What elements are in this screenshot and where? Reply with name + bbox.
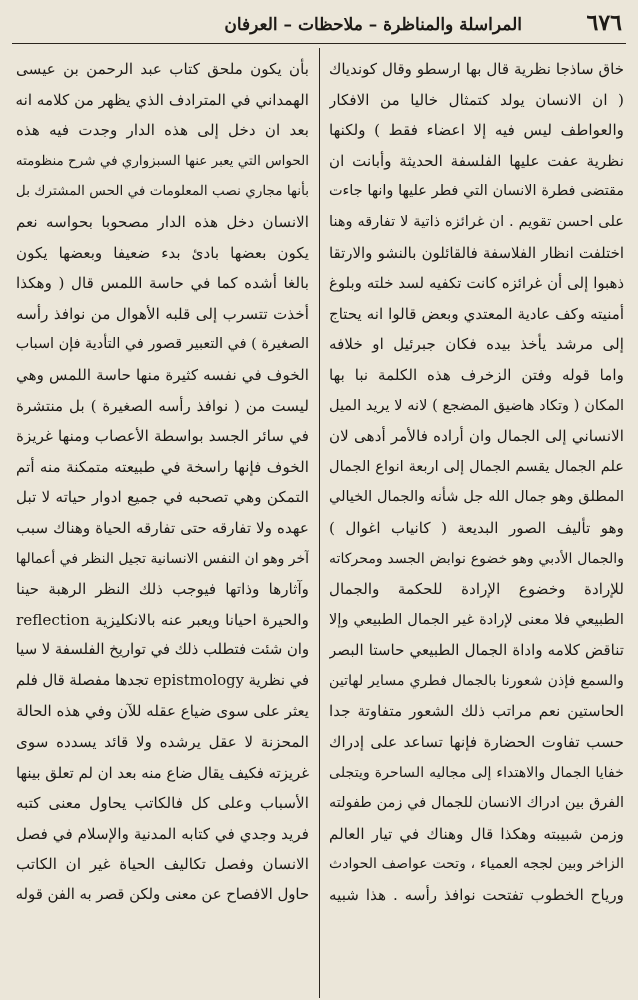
left-column (12, 48, 319, 998)
text-line: عهده ولا تفارقه حتى تفارقه الحياة وهناك سبب (16, 518, 309, 537)
text-line: بالغا أشده كما في حاسة اللمس قال ( وهكذا (16, 274, 309, 293)
text-line: الحواس التي يعبر عنها السبزواري في شرح منظومته (16, 152, 309, 169)
text-line: واما قوله وفتن الزخرف هذه الكلمة نبا بها (329, 365, 624, 384)
text-line: ذهبوا إلى أن غرائزه كانت تكفيه لسد خلته وبلوغ (329, 274, 624, 293)
text-line: الخوف في نفسه كثيرة منها حاسة اللمس وهي (16, 365, 309, 384)
column-divider (319, 48, 320, 998)
text-line: الانساني إلى الجمال وان أراده فالأمر أدهى لان (329, 427, 624, 446)
text-line: غريزته فكيف يقال ضاع منه بعد ان لم تعلق بينها (16, 763, 309, 782)
text-line: الزاخر وبين لججه العمياء ، وتحت عواصف الحوادث (329, 856, 624, 873)
text-line: للإرادة وخضوع الإرادة للحكمة والجمال (329, 580, 624, 599)
text-line: المحزنة لا عقل يرشده ولا قائد يسدده سوى (16, 733, 309, 752)
text-line: الأسباب وعلى كل فالكاتب يحاول معنى كتبه (16, 794, 309, 813)
text-line: والحيرة احيانا ويعبر عنه بالانكليزية reflection (16, 610, 309, 629)
text-line: فريد وجدي في كتابه المدنية والإسلام في فصل (16, 824, 309, 843)
text-line: وهو تأليف الصور البديعة ( كانياب اغوال ) (329, 518, 624, 537)
text-line: إلى مرشد يأخذ بيده فكان جبرئيل او خلافه (329, 335, 624, 354)
text-columns (12, 48, 626, 998)
text-line: يعثر على سوى ضياع عقله للآن وفي هذه الحالة (16, 702, 309, 721)
text-line: بأن يكون ملحق كتاب عبد الرحمن بن عيسى (16, 60, 309, 78)
text-line: وان شئت فتطلب ذلك في تواريخ الفلسفة لا سيا (16, 641, 309, 659)
text-line: مقتضى فطرة الانسان التي فطر عليها وانها جاءت (329, 183, 624, 200)
text-line: يكون بعضها بادئ بدء ضعيفا وبعضها يكون (16, 243, 309, 262)
text-line: اختلفت انظار الفلاسفة فالقائلون بالنشو والارتقا (329, 243, 624, 262)
right-column (319, 48, 626, 998)
text-line: والسمع فإذن شعورنا بالجمال فطري مساير لهاتين (329, 672, 624, 689)
running-title: المراسلة والمناظرة – ملاحظات – العرفان (224, 15, 522, 35)
text-line: وزمن شبيبته وهكذا قال وهناك في تيار العالم (329, 824, 624, 843)
page-number: ٦٧٦ (586, 10, 622, 36)
text-line: بأنها مجاري نصب المعلومات في الحس المشترك بل (16, 183, 309, 200)
text-line: حاول الافصاح عن معنى ولكن قصر به الفن قوله (16, 886, 309, 904)
text-line: والجمال الأدبي وهو خضوع نوابض الجسد ومحركاته (329, 550, 624, 567)
text-line: الهمداني في المترادف الذي يظهر من كلامه انه (16, 90, 309, 109)
text-line: حسب تفاوت الحضارة فإنها تساعد على إدراك (329, 733, 624, 752)
text-line: الصغيرة ) في التعبير قصور في التأدية فإن اسباب (16, 336, 309, 353)
text-line: علم الجمال يقسم الجمال إلى اربعة انواع الجمال (329, 457, 624, 475)
text-line: ورياح الخطوب تفتحت نوافذ رأسه . هذا شبيه (329, 886, 624, 905)
text-line: ليست من ( نوافذ رأسه الصغيرة ) بل منتشرة (16, 396, 309, 415)
page-header (12, 10, 626, 44)
text-line: ( ان الانسان يولد كتمثال خاليا من الافكار (329, 90, 624, 109)
text-line: والعواطف ليس فيه إلا اعضاء فقط ) ولكنها (329, 121, 624, 140)
text-line: وآثارها وذاتها فيوجب ذلك النظر الرهبة حينا (16, 580, 309, 599)
text-line: التمكن وهي تصحبه في جميع ادوار حياته لا تبل (16, 488, 309, 507)
text-line: المكان ( وتكاد هاضيق المضجع ) لانه لا يريد الميل (329, 397, 624, 414)
text-line: أخذت تتسرب إلى قلبه الأهوال من نوافذ رأسه (16, 304, 309, 323)
text-line: نظرية عفت عليها الفلسفة الحديثة وأبانت ان (329, 151, 624, 170)
text-line: على احسن تقويم . ان غرائزه ذاتية لا تفارقه وهنا (329, 212, 624, 230)
text-line: آخر وهو ان النفس الانسانية تجيل النظر في أعمالها (16, 550, 309, 567)
text-line: الانسان وفصل تكاليف الحياة غير ان الكاتب (16, 855, 309, 874)
text-line: بعد ان دخل إلى هذه الدار وجدت فيه هذه (16, 121, 309, 140)
text-line: تناقض كلامه واداة الجمال الطبيعي حاستا البصر (329, 641, 624, 660)
text-line: أمنيته وكف عادية المعتدي وبعض قالوا انه يحتاج (329, 304, 624, 323)
text-line: خفايا الجمال والاهتداء إلى مجاليه الساحرة ويتجلى (329, 764, 624, 781)
text-line: الطبيعي فلا معنى لإرادة غير الجمال الطبيعي وإلا (329, 610, 624, 628)
text-line: الخوف فإنها راسخة في طبيعته متمكنة منه أتم (16, 457, 309, 476)
text-line: الحاستين نعم مراتب ذلك الشعور متفاوتة جدا (329, 702, 624, 721)
text-line: في سائر الجسد بواسطة الأعصاب ومنها غريزة (16, 427, 309, 446)
text-line: في نظرية epistmology تجدها مفصلة قال فلم (16, 671, 309, 689)
text-line: الفرق بين ادراك الانسان للجمال في زمن طفولته (329, 795, 624, 812)
text-line: الانسان دخل هذه الدار مصحوبا بحواسه نعم (16, 212, 309, 231)
text-line: خاق ساذجا نظرية قال بها ارسطو وقال كوندياك (329, 60, 624, 78)
text-line: المطلق وهو جمال الله جل شأنه والجمال الخيالي (329, 489, 624, 506)
